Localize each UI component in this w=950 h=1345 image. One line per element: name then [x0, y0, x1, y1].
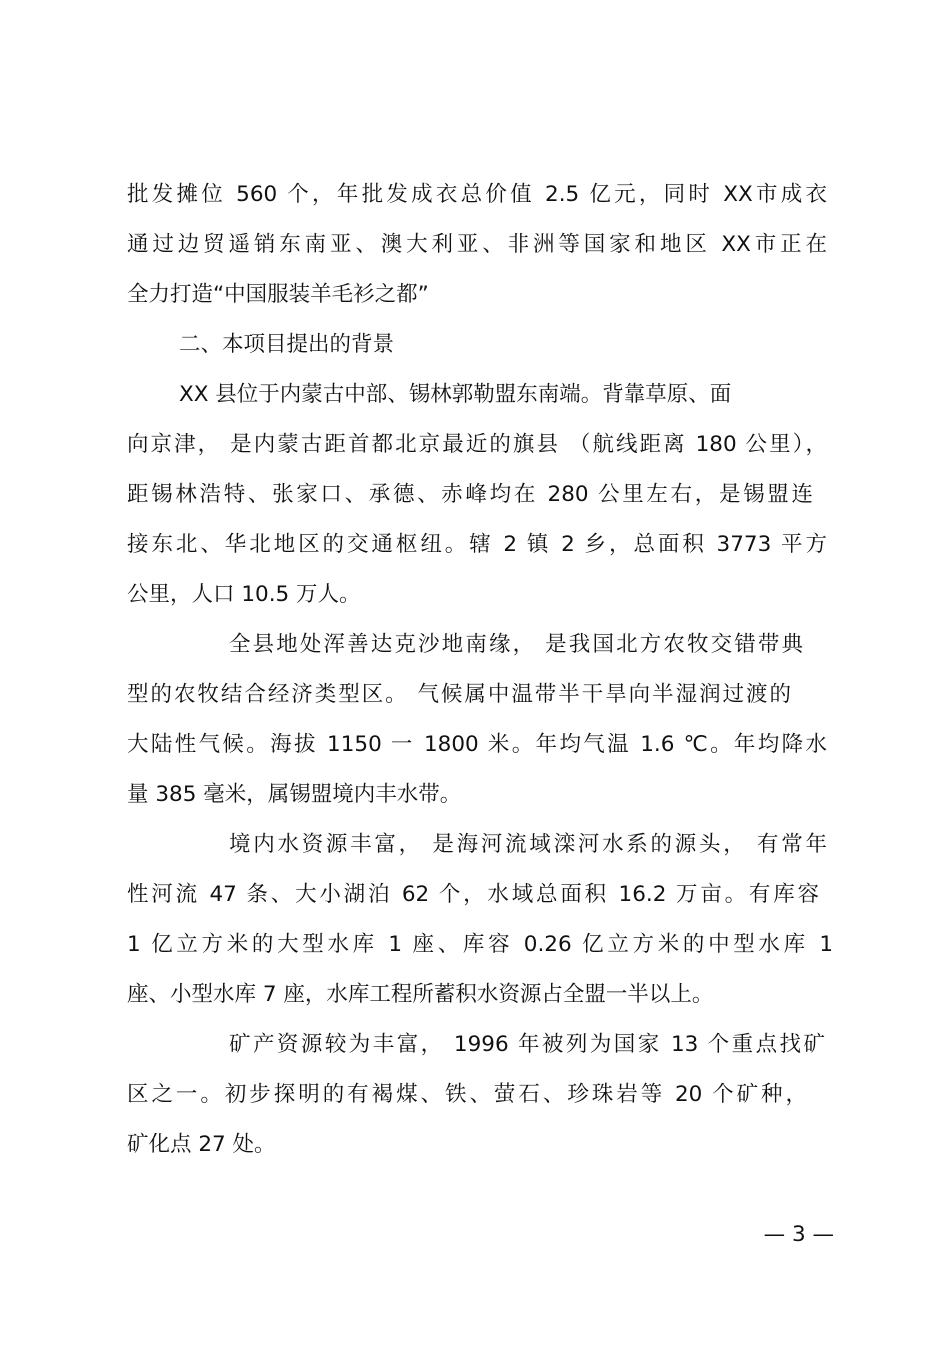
text-line: XX 县位于内蒙古中部、锡林郭勒盟东南端。背靠草原、面: [179, 382, 732, 407]
text-line: 区之一。初步探明的有褐煤、铁、萤石、珍珠岩等 20 个矿种，: [127, 1082, 807, 1107]
text-line: 型的农牧结合经济类型区。 气候属中温带半干旱向半湿润过渡的: [127, 682, 791, 707]
text-line: 大陆性气候。海拔 1150 一 1800 米。年均气温 1.6 ℃。年均降水: [127, 732, 827, 757]
text-line: 批发摊位 560 个，年批发成衣总价值 2.5 亿元，同时 XX市成衣: [127, 182, 827, 207]
text-line: 座、小型水库 7 座，水库工程所蓄积水资源占全盟一半以上。: [127, 982, 714, 1007]
text-line: 矿化点 27 处。: [127, 1132, 276, 1157]
section-heading: 二、本项目提出的背景: [179, 332, 395, 357]
text-line: 1 亿立方米的大型水库 1 座、库容 0.26 亿立方米的中型水库 1: [127, 932, 833, 957]
text-line: 全县地处浑善达克沙地南缘， 是我国北方农牧交错带典: [229, 632, 803, 657]
text-line: 境内水资源丰富， 是海河流域滦河水系的源头， 有常年: [229, 832, 827, 857]
text-line: 全力打造“中国服装羊毛衫之都”: [127, 282, 429, 307]
text-line: 量 385 毫米，属锡盟境内丰水带。: [127, 782, 462, 807]
text-line: 向京津， 是内蒙古距首都北京最近的旗县 （航线距离 180 公里），: [127, 432, 827, 457]
text-line: 公里，人口 10.5 万人。: [127, 582, 361, 607]
text-line: 通过边贸遥销东南亚、澳大利亚、非洲等国家和地区 XX市正在: [127, 232, 827, 257]
text-line: 矿产资源较为丰富， 1996 年被列为国家 13 个重点找矿: [229, 1032, 825, 1057]
page-number: — 3 —: [763, 1222, 834, 1247]
text-line: 性河流 47 条、大小湖泊 62 个，水域总面积 16.2 万亩。有库容: [127, 882, 819, 907]
text-line: 距锡林浩特、张家口、承德、赤峰均在 280 公里左右，是锡盟连: [127, 482, 813, 507]
text-line: 接东北、华北地区的交通枢纽。辖 2 镇 2 乡，总面积 3773 平方: [127, 532, 827, 557]
